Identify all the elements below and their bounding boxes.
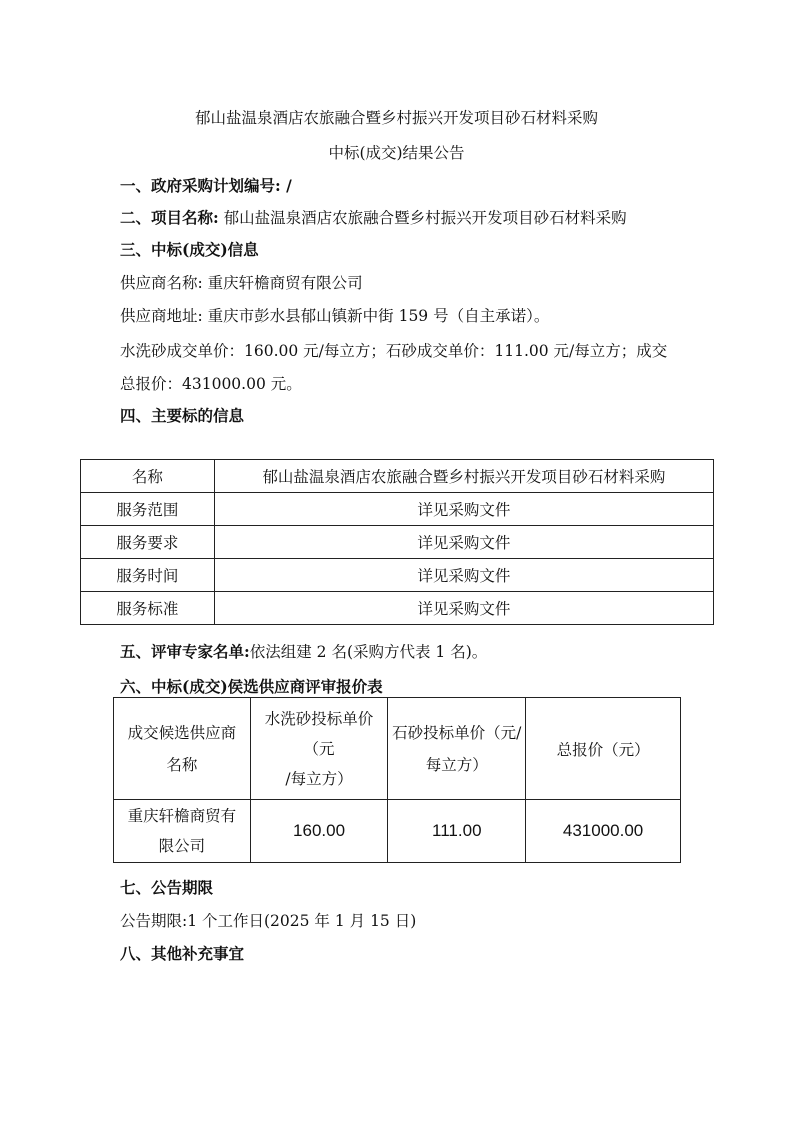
- supplier-name: 供应商名称: 重庆轩檐商贸有限公司: [120, 274, 363, 292]
- table-cell-label: 名称: [81, 460, 215, 493]
- table-cell-label: 服务要求: [81, 526, 215, 559]
- table-row: [81, 559, 714, 592]
- table-cell-value: 详见采购文件: [214, 493, 713, 526]
- table-row: [81, 592, 714, 625]
- table-row: [81, 526, 714, 559]
- quote-table: [113, 697, 681, 863]
- price-line-2: 总报价：431000.00 元。: [120, 375, 302, 393]
- header-sand-line3: /每立方）: [285, 769, 353, 788]
- quote-table-header-row: [114, 698, 681, 800]
- doc-title-line1: 郁山盐温泉酒店农旅融合暨乡村振兴开发项目砂石材料采购: [194, 109, 598, 127]
- section-1-plan-number: [120, 174, 292, 196]
- cell-sand-price: 160.00: [250, 800, 388, 863]
- header-stone-price: [388, 698, 526, 800]
- table-cell-value: 详见采购文件: [214, 592, 713, 625]
- section-5-value: 依法组建 2 名(采购方代表 1 名)。: [249, 643, 488, 661]
- header-sand-line1: 水洗砂投标单价: [264, 709, 374, 728]
- section-2-project-name: [120, 206, 627, 228]
- header-total: 总报价（元）: [526, 698, 681, 800]
- header-stone-line1: 石砂投标单价（元/: [392, 723, 522, 742]
- section-6-heading: 六、中标(成交)侯选供应商评审报价表: [120, 677, 383, 696]
- table-cell-value: 详见采购文件: [214, 526, 713, 559]
- table-cell-value: 详见采购文件: [214, 559, 713, 592]
- subject-info-table: [80, 459, 714, 625]
- supplier-name-line2: 限公司: [158, 837, 206, 855]
- cell-total: 431000.00: [526, 800, 681, 863]
- header-supplier-name: [114, 698, 251, 800]
- supplier-address: 供应商地址: 重庆市彭水县郁山镇新中街 159 号（自主承诺）。: [120, 307, 550, 325]
- table-cell-label: 服务时间: [81, 559, 215, 592]
- section-7-heading: 七、公告期限: [120, 878, 214, 897]
- section-3-heading: 三、中标(成交)信息: [120, 240, 259, 259]
- header-sand-line2: （元: [303, 739, 335, 758]
- section-2-value: 郁山盐温泉酒店农旅融合暨乡村振兴开发项目砂石材料采购: [223, 209, 627, 227]
- section-2-label: 二、项目名称:: [120, 208, 219, 227]
- table-row: [81, 493, 714, 526]
- supplier-name-line1: 重庆轩檐商贸有: [127, 807, 237, 825]
- section-4-heading: 四、主要标的信息: [120, 406, 245, 425]
- header-supplier-line2: 名称: [166, 755, 198, 774]
- section-1-text: 一、政府采购计划编号: /: [120, 176, 292, 195]
- doc-title-line2: 中标(成交)结果公告: [328, 144, 465, 162]
- header-supplier-line1: 成交候选供应商: [127, 723, 237, 742]
- cell-stone-price: 111.00: [388, 800, 526, 863]
- section-8-heading: 八、其他补充事宜: [120, 944, 245, 963]
- section-5-label: 五、评审专家名单:: [120, 642, 250, 661]
- table-cell-label: 服务标准: [81, 592, 215, 625]
- header-sand-price: [250, 698, 388, 800]
- table-row: [81, 460, 714, 493]
- price-line-1: 水洗砂成交单价：160.00 元/每立方；石砂成交单价：111.00 元/每立方；成交: [120, 342, 668, 360]
- header-stone-line2: 每立方）: [425, 755, 488, 774]
- cell-supplier-name: [114, 800, 251, 863]
- notice-period: 公告期限:1 个工作日(2025 年 1 月 15 日): [120, 912, 417, 930]
- table-cell-value: 郁山盐温泉酒店农旅融合暨乡村振兴开发项目砂石材料采购: [214, 460, 713, 493]
- section-5-experts: [120, 640, 487, 662]
- table-row: [114, 800, 681, 863]
- table-cell-label: 服务范围: [81, 493, 215, 526]
